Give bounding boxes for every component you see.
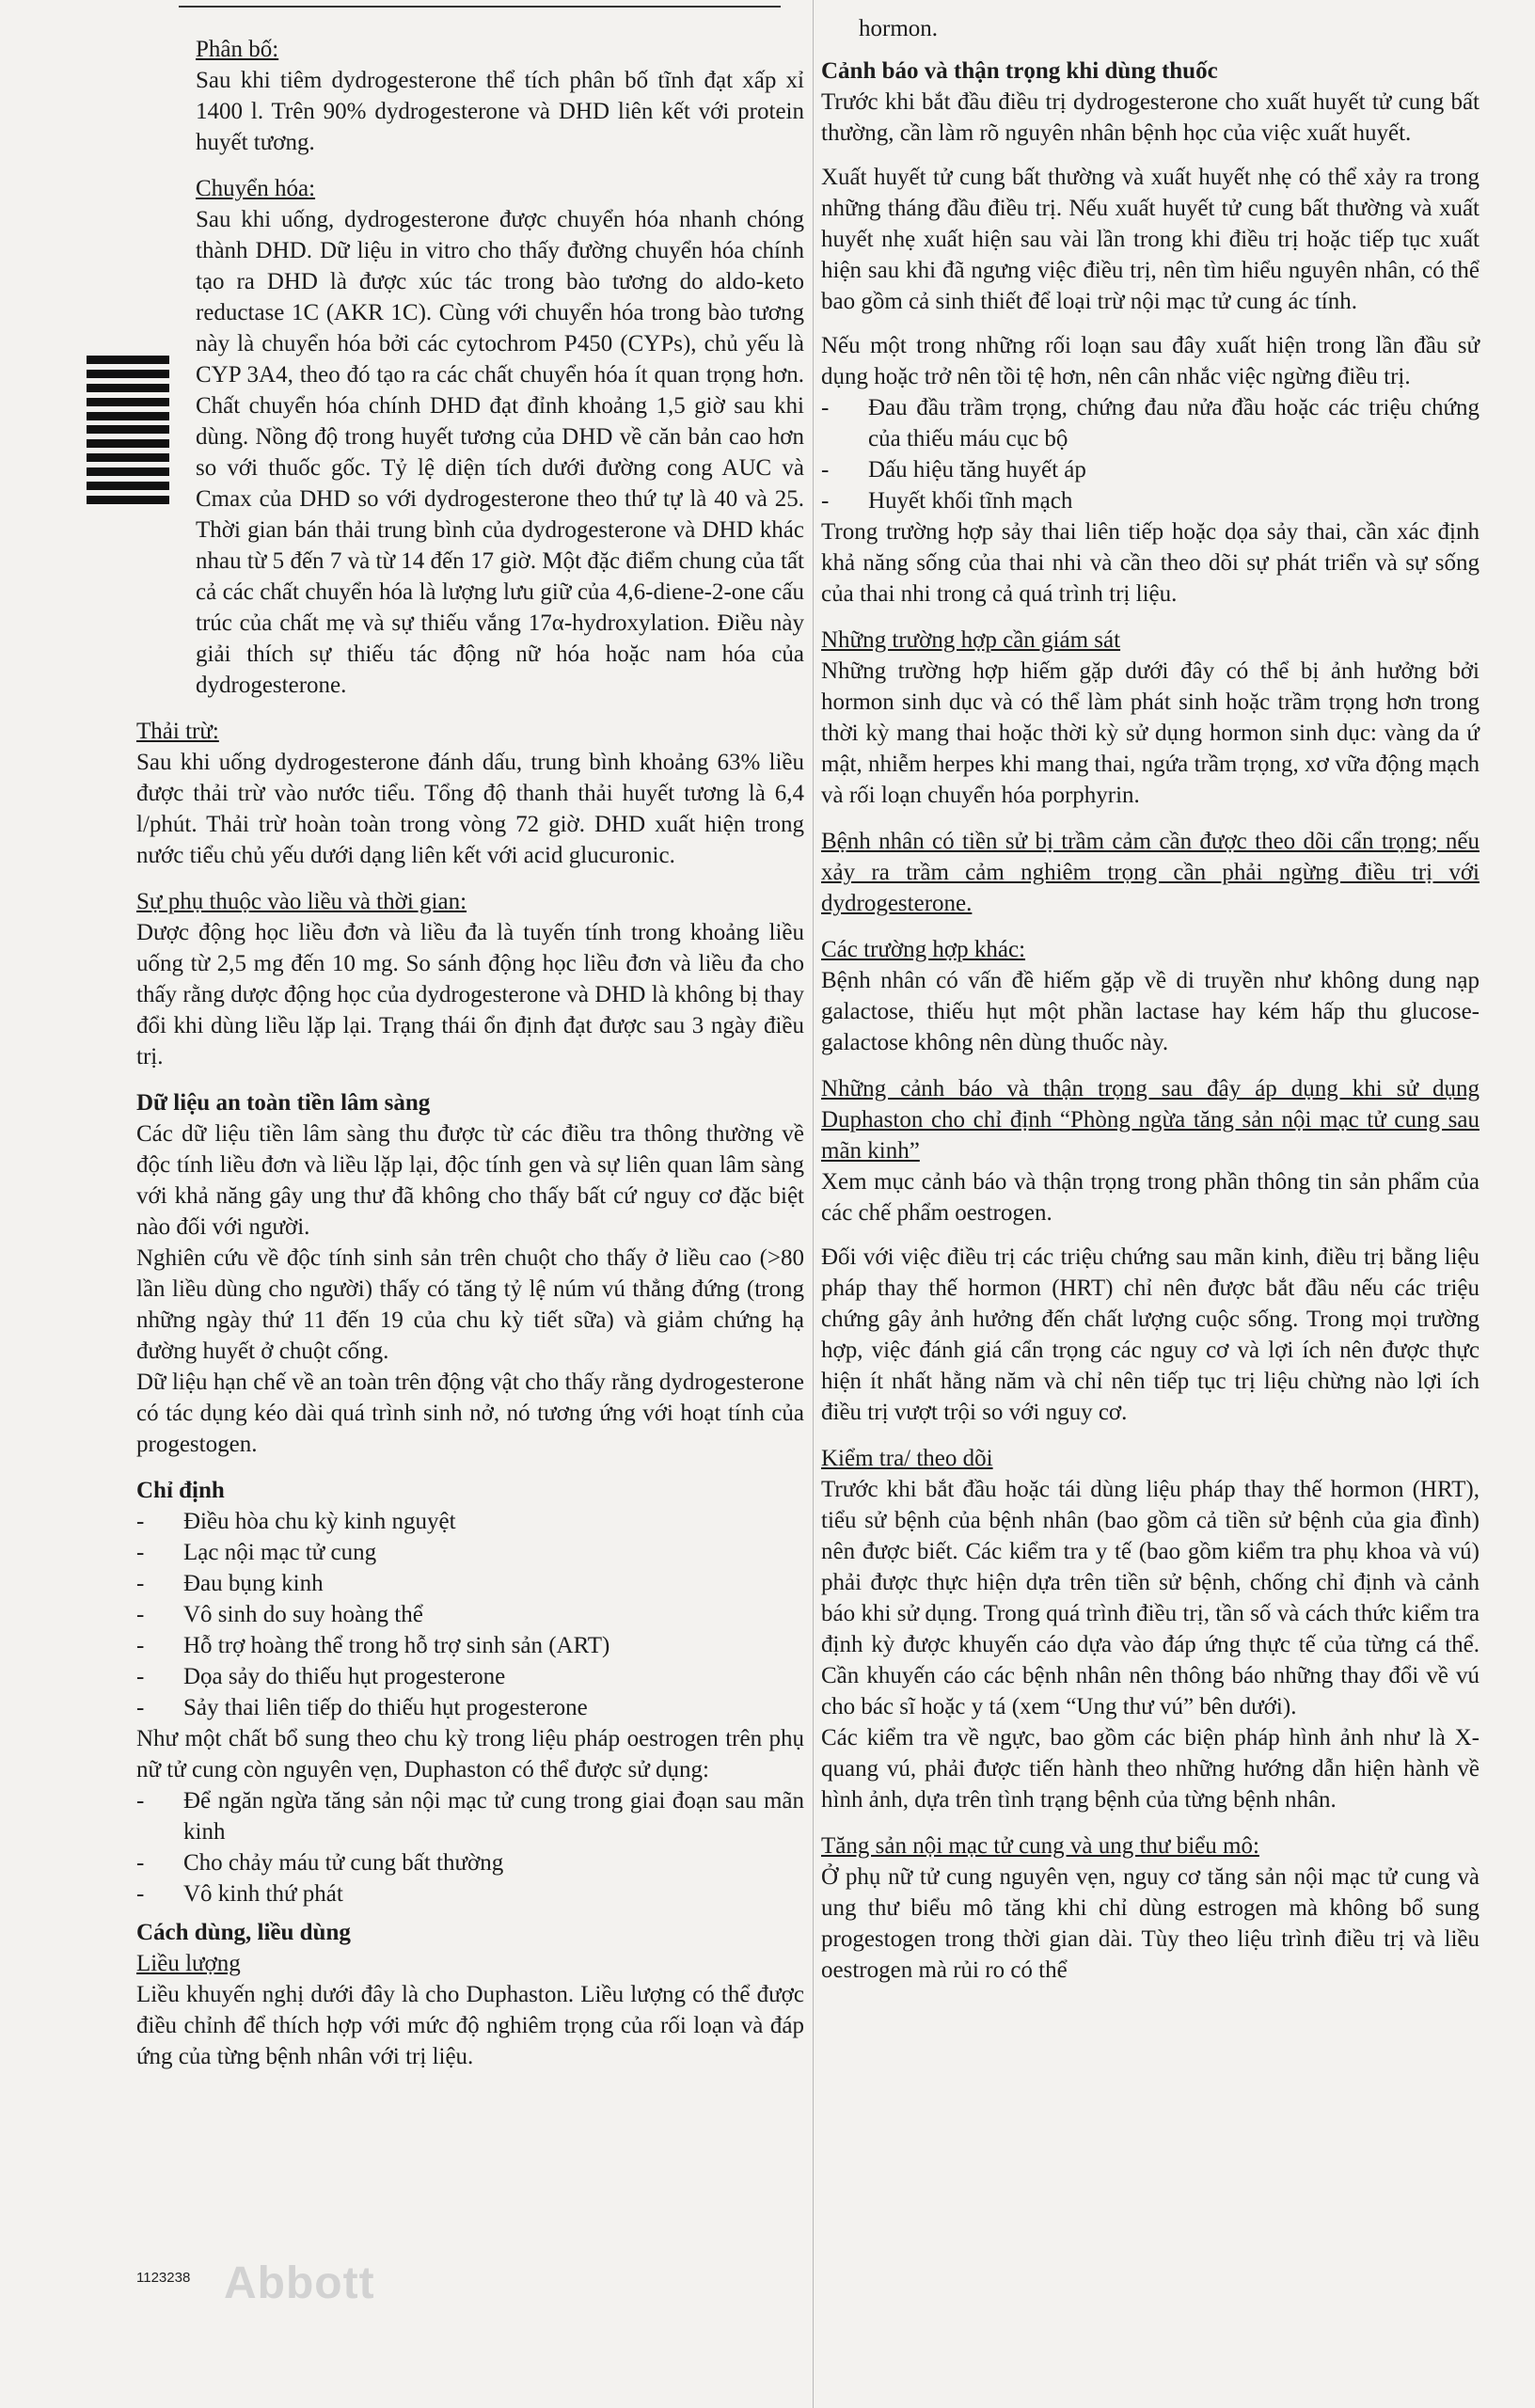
column-fold-line <box>813 0 814 2408</box>
other-cases-heading: Các trường hợp khác: <box>821 937 1026 962</box>
section-indications <box>136 1475 804 1909</box>
list-item: - Vô sinh do suy hoàng thể <box>136 1599 804 1630</box>
indications-supplement-list <box>136 1785 804 1909</box>
check-monitor-heading: Kiểm tra/ theo dõi <box>821 1446 993 1471</box>
preclinical-safety-text-3: Dữ liệu hạn chế về an toàn trên động vật cho thấy rằng dydrogesterone có tác dụng kéo dài quá trình sinh nở, nó tương ứng với hoạt tính của progestogen. <box>136 1370 804 1457</box>
duphaston-warnings-heading: Những cảnh báo và thận trọng sau đây áp dụng khi sử dụng Duphaston cho chỉ định “Phòng ngừa tăng sản nội mạc tử cung sau mãn kinh” <box>821 1076 1480 1164</box>
section-depression <box>821 826 1480 919</box>
monitoring-cases-text: Những trường hợp hiếm gặp dưới đây có thể bị ảnh hưởng bởi hormon sinh dục và có thể làm phát sinh hoặc trầm trọng hơn trong thời kỳ mang thai hoặc thời kỳ sử dụng hormon sinh dục: vàng da ứ mật, nhiễm herpes khi mang thai, ngứa trầm trọng, xơ vữa động mạch và rối loạn chuyển hóa porphyrin. <box>821 658 1480 808</box>
list-item: - Dấu hiệu tăng huyết áp <box>821 454 1480 485</box>
indications-list <box>136 1506 804 1723</box>
list-item: - Cho chảy máu tử cung bất thường <box>136 1847 804 1878</box>
section-metabolism <box>136 173 804 701</box>
other-cases-text: Bệnh nhân có vấn đề hiếm gặp về di truyền như không dung nạp galactose, thiếu hụt một phần lactase hay kém hấp thu glucose-galactose không nên dùng thuốc này. <box>821 968 1480 1055</box>
list-item: - Điều hòa chu kỳ kinh nguyệt <box>136 1506 804 1537</box>
warnings-text-4: Trong trường hợp sảy thai liên tiếp hoặc dọa sảy thai, cần xác định khả năng sống của thai nhi và cần theo dõi sự phát triển và sự sống của thai nhi trong cả quá trình trị liệu. <box>821 519 1480 607</box>
check-monitor-text-1: Trước khi bắt đầu hoặc tái dùng liệu pháp thay thế hormon (HRT), tiểu sử bệnh của bệnh nhân (bao gồm cả tiền sử bệnh của gia đình) nên được biết. Các kiểm tra y tế (bao gồm kiểm tra phụ khoa và vú) phải được thực hiện dựa trên tiền sử bệnh, chống chỉ định và cảnh báo khi sử dụng. Trong quá trình điều trị, tần số và cách thức kiểm tra định kỳ được khuyến cáo dựa vào đáp ứng thực tế của từng cá thể. Cần khuyến cáo các bệnh nhân nên thông báo những thay đổi về vú cho bác sĩ hoặc y tá (xem “Ung thư vú” bên dưới). <box>821 1477 1480 1719</box>
list-item: - Vô kinh thứ phát <box>136 1878 804 1909</box>
preclinical-safety-heading: Dữ liệu an toàn tiền lâm sàng <box>136 1090 431 1116</box>
warnings-heading: Cảnh báo và thận trọng khi dùng thuốc <box>821 58 1218 84</box>
left-column <box>136 13 804 2087</box>
dosage-heading: Cách dùng, liều dùng <box>136 1920 351 1945</box>
section-monitoring-cases <box>821 625 1480 811</box>
section-warnings <box>821 55 1480 610</box>
list-item: - Đau đầu trầm trọng, chứng đau nửa đầu hoặc các triệu chứng của thiếu máu cục bộ <box>821 392 1480 454</box>
metabolism-heading: Chuyển hóa: <box>196 176 316 201</box>
list-item: - Hỗ trợ hoàng thể trong hỗ trợ sinh sản (ART) <box>136 1630 804 1661</box>
monitoring-cases-heading: Những trường hợp cần giám sát <box>821 627 1121 653</box>
section-endometrial <box>821 1830 1480 1986</box>
right-column <box>821 13 1480 2001</box>
section-dosage <box>136 1917 804 2072</box>
section-distribution <box>136 34 804 158</box>
endometrial-heading: Tăng sản nội mạc tử cung và ung thư biểu mô: <box>821 1833 1259 1859</box>
warnings-list <box>821 392 1480 516</box>
excretion-heading: Thải trừ: <box>136 719 219 744</box>
list-item: - Đau bụng kinh <box>136 1568 804 1599</box>
excretion-text: Sau khi uống dydrogesterone đánh dấu, trung bình khoảng 63% liều được thải trừ vào nước tiểu. Tổng độ thanh thải huyết tương là 6,4 l/phút. Thải trừ hoàn toàn trong vòng 72 giờ. DHD xuất hiện trong nước tiểu chủ yếu dưới dạng liên kết với acid glucuronic. <box>136 750 804 868</box>
section-excretion <box>136 716 804 871</box>
list-item: - Để ngăn ngừa tăng sản nội mạc tử cung trong giai đoạn sau mãn kinh <box>136 1785 804 1847</box>
check-monitor-text-2: Các kiểm tra về ngực, bao gồm các biện pháp hình ảnh như là X-quang vú, phải được tiến hành theo những hướng dẫn hiện hành về hình ảnh, dựa trên tình trạng bệnh của từng bệnh nhân. <box>821 1725 1480 1813</box>
leaflet-code: 1123238 <box>136 2270 191 2286</box>
abbott-logo-ghost: Abbott <box>224 2258 375 2308</box>
dose-dependency-text: Dược động học liều đơn và liều đa là tuyến tính trong khoảng liều uống từ 2,5 mg đến 10 mg. So sánh động học liều đơn và liều đa cho thấy rằng dược động học của dydrogesterone và DHD là không bị thay đổi khi dùng liều lặp lại. Trạng thái ổn định đạt được sau 3 ngày điều trị. <box>136 920 804 1069</box>
distribution-heading: Phân bố: <box>196 37 279 62</box>
depression-text: Bệnh nhân có tiền sử bị trầm cảm cần được theo dõi cẩn trọng; nếu xảy ra trầm cảm nghiêm trọng cần phải ngừng điều trị với dydrogesterone. <box>821 829 1480 916</box>
dose-dependency-heading: Sự phụ thuộc vào liều và thời gian: <box>136 889 467 914</box>
list-item: - Dọa sảy do thiếu hụt progesterone <box>136 1661 804 1692</box>
continued-text: hormon. <box>859 16 939 41</box>
warnings-text-1: Trước khi bắt đầu điều trị dydrogesterone cho xuất huyết tử cung bất thường, cần làm rõ nguyên nhân bệnh học của việc xuất huyết. <box>821 89 1480 146</box>
duphaston-warnings-text: Xem mục cảnh báo và thận trọng trong phần thông tin sản phẩm của các chế phẩm oestrogen. <box>821 1169 1480 1226</box>
endometrial-text: Ở phụ nữ tử cung nguyên vẹn, nguy cơ tăng sản nội mạc tử cung và ung thư biểu mô tăng khi chỉ dùng estrogen mà không bổ sung progestogen trong thời gian dài. Tùy theo liệu trình điều trị và liều oestrogen mà rủi ro có thể <box>821 1864 1480 1983</box>
preclinical-safety-text-1: Các dữ liệu tiền lâm sàng thu được từ các điều tra thông thường về độc tính liều đơn và liều lặp lại, độc tính gen và sự liên quan lâm sàng với khả năng gây ung thư đã không cho thấy bất cứ nguy cơ đặc biệt nào đối với người. <box>136 1121 804 1240</box>
top-table-edge <box>179 0 781 8</box>
section-duphaston-warnings <box>821 1073 1480 1428</box>
list-item: - Huyết khối tĩnh mạch <box>821 485 1480 516</box>
section-check-monitor <box>821 1443 1480 1815</box>
section-dose-dependency <box>136 886 804 1072</box>
dose-text: Liều khuyến nghị dưới đây là cho Duphaston. Liều lượng có thể được điều chỉnh để thích hợp với mức độ nghiêm trọng của rối loạn và đáp ứng của từng bệnh nhân với trị liệu. <box>136 1982 804 2069</box>
section-other-cases <box>821 934 1480 1058</box>
metabolism-text: Sau khi uống, dydrogesterone được chuyển hóa nhanh chóng thành DHD. Dữ liệu in vitro cho thấy đường chuyển hóa chính tạo ra DHD là được xúc tác trong bào tương do aldo-keto reductase 1C (AKR 1C). Cùng với chuyển hóa trong bào tương này là chuyển hóa bởi các cytochrom P450 (CYPs), chủ yếu là CYP 3A4, theo đó tạo ra các chất chuyển hóa ít quan trọng hơn. Chất chuyển hóa chính DHD đạt đỉnh khoảng 1,5 giờ sau khi dùng. Nồng độ trong huyết tương của DHD về căn bản cao hơn so với thuốc gốc. Tỷ lệ diện tích dưới đường cong AUC và Cmax của DHD so với dydrogesterone theo thứ tự là 40 và 25. Thời gian bán thải trung bình của dydrogesterone và DHD khác nhau từ 5 đến 7 và từ 14 đến 17 giờ. Một đặc điểm chung của tất cả các chất chuyển hóa là lượng lưu giữ của 4,6-diene-2-one cấu trúc của chất mẹ và sự thiếu vắng 17α-hydroxylation. Điều này giải thích sự thiếu tác động nữ hóa hoặc nam hóa của dydrogesterone. <box>196 207 804 698</box>
preclinical-safety-text-2: Nghiên cứu về độc tính sinh sản trên chuột cho thấy ở liều cao (>80 lần liều dùng cho người) thấy có tăng tỷ lệ núm vú thẳng đứng (trong những ngày thứ 11 đến 19 của chu kỳ tiết sữa) và giảm chứng hạ đường huyết ở chuột cống. <box>136 1245 804 1364</box>
indications-heading: Chỉ định <box>136 1478 225 1503</box>
distribution-text: Sau khi tiêm dydrogesterone thể tích phân bố tĩnh đạt xấp xỉ 1400 l. Trên 90% dydrogesterone và DHD liên kết với protein huyết tương. <box>196 68 804 155</box>
warnings-text-3: Nếu một trong những rối loạn sau đây xuất hiện trong lần đầu sử dụng hoặc trở nên tồi tệ hơn, nên cân nhắc việc ngừng điều trị. <box>821 333 1480 389</box>
warnings-text-2: Xuất huyết tử cung bất thường và xuất huyết nhẹ có thể xảy ra trong những tháng đầu điều trị. Nếu xuất huyết tử cung bất thường và xuất huyết nhẹ xuất hiện sau vài lần trong khi điều trị hoặc tiếp tục xuất hiện sau khi đã ngưng việc điều trị, nên tìm hiểu nguyên nhân, có thể bao gồm cả sinh thiết để loại trừ nội mạc tử cung ác tính. <box>821 165 1480 314</box>
dose-subheading: Liều lượng <box>136 1951 241 1976</box>
section-preclinical-safety <box>136 1087 804 1460</box>
hrt-text: Đối với việc điều trị các triệu chứng sau mãn kinh, điều trị bằng liệu pháp thay thế hormon (HRT) chỉ nên được bắt đầu nếu các triệu chứng gây ảnh hưởng đến chất lượng cuộc sống. Trong mọi trường hợp, việc đánh giá cẩn trọng các nguy cơ và lợi ích nên được thực hiện ít nhất hằng năm và chỉ nên tiếp tục trị liệu chừng nào lợi ích điều trị vượt trội so với nguy cơ. <box>821 1244 1480 1425</box>
list-item: - Lạc nội mạc tử cung <box>136 1537 804 1568</box>
indications-supplement-text: Như một chất bổ sung theo chu kỳ trong liệu pháp oestrogen trên phụ nữ tử cung còn nguyên vẹn, Duphaston có thể được sử dụng: <box>136 1726 804 1782</box>
list-item: - Sảy thai liên tiếp do thiếu hụt progesterone <box>136 1692 804 1723</box>
